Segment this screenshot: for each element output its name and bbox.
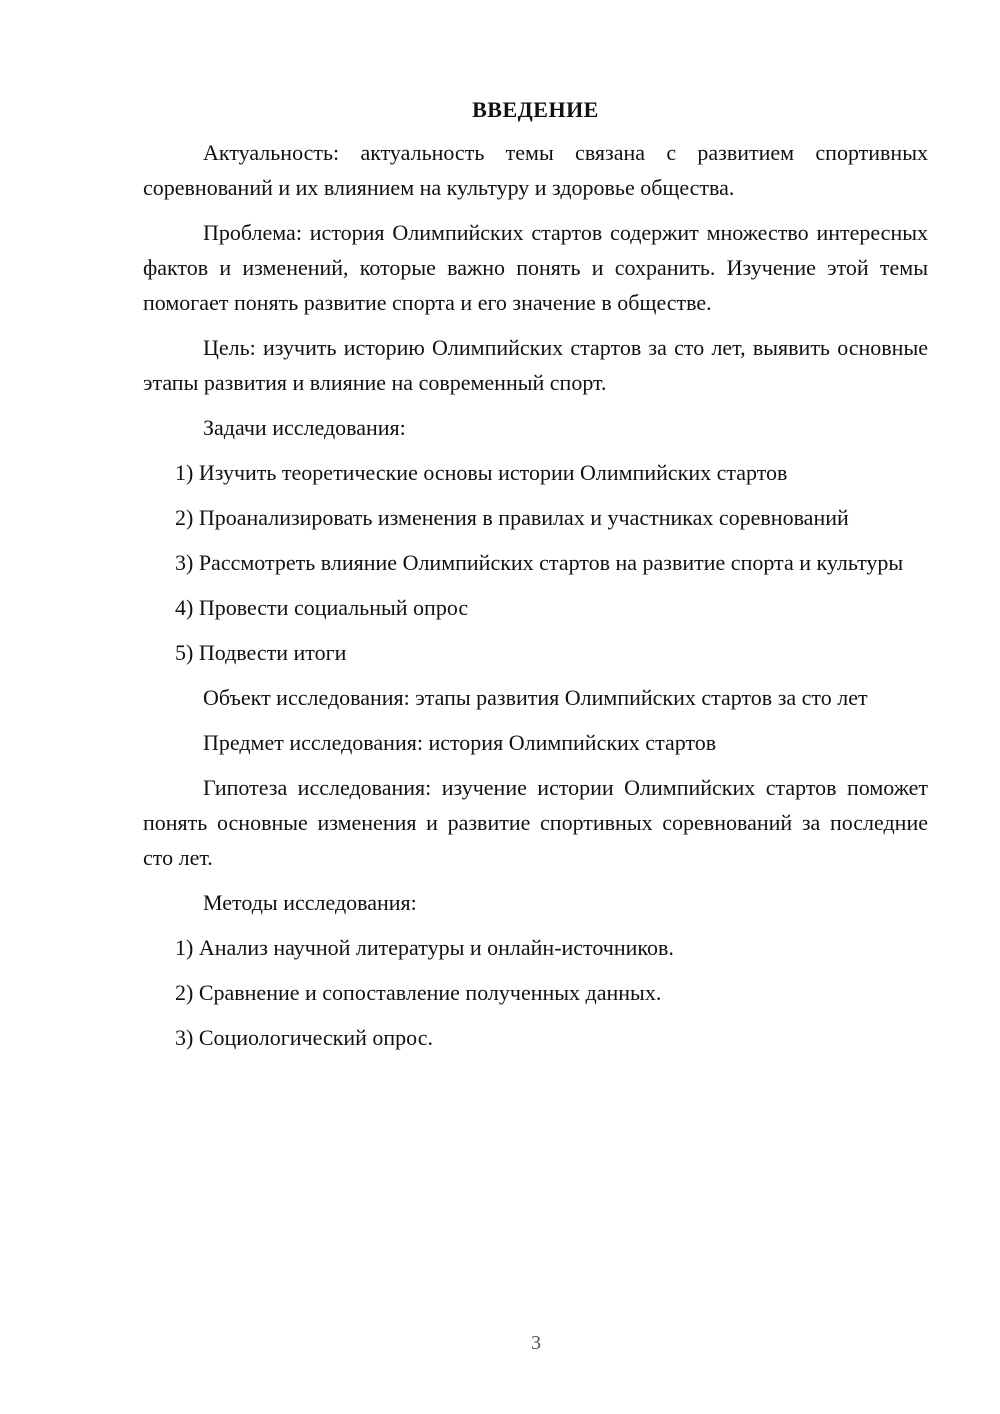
task-list-item: 1) Изучить теоретические основы истории Олимпийских стартов: [175, 460, 788, 485]
task-list-item: 3) Рассмотреть влияние Олимпийских стартов на развитие спорта и культуры: [175, 550, 904, 575]
paragraph-methods-title: Методы исследования:: [203, 890, 417, 915]
method-list-item: 3) Социологический опрос.: [175, 1025, 433, 1050]
paragraph-tasks-title: Задачи исследования:: [203, 415, 406, 440]
task-list-item: 2) Проанализировать изменения в правилах и участниках соревнований: [175, 505, 849, 530]
paragraph-object: Объект исследования: этапы развития Олимпийских стартов за сто лет: [203, 685, 868, 710]
section-heading: ВВЕДЕНИЕ: [472, 97, 599, 122]
task-list-item: 5) Подвести итоги: [175, 640, 347, 665]
document-page: [143, 90, 928, 1065]
page-number: 3: [531, 1332, 541, 1354]
paragraph-relevance: Актуальность: актуальность темы связана с развитием спортивных соревнований и их влиянием на культуру и здоровье общества.: [143, 140, 928, 200]
task-list-item: 4) Провести социальный опрос: [175, 595, 469, 620]
paragraph-hypothesis: Гипотеза исследования: изучение истории Олимпийских стартов поможет понять основные изменения и развитие спортивных соревнований за последние сто лет.: [143, 775, 928, 870]
paragraph-subject: Предмет исследования: история Олимпийских стартов: [203, 730, 717, 755]
method-list-item: 1) Анализ научной литературы и онлайн-источников.: [175, 935, 674, 960]
paragraph-problem: Проблема: история Олимпийских стартов содержит множество интересных фактов и изменений, которые важно понять и сохранить. Изучение этой темы помогает понять развитие спорта и его значение в обществе.: [143, 220, 928, 315]
method-list-item: 2) Сравнение и сопоставление полученных данных.: [175, 980, 662, 1005]
paragraph-goal: Цель: изучить историю Олимпийских стартов за сто лет, выявить основные этапы развития и влияние на современный спорт.: [143, 335, 928, 395]
